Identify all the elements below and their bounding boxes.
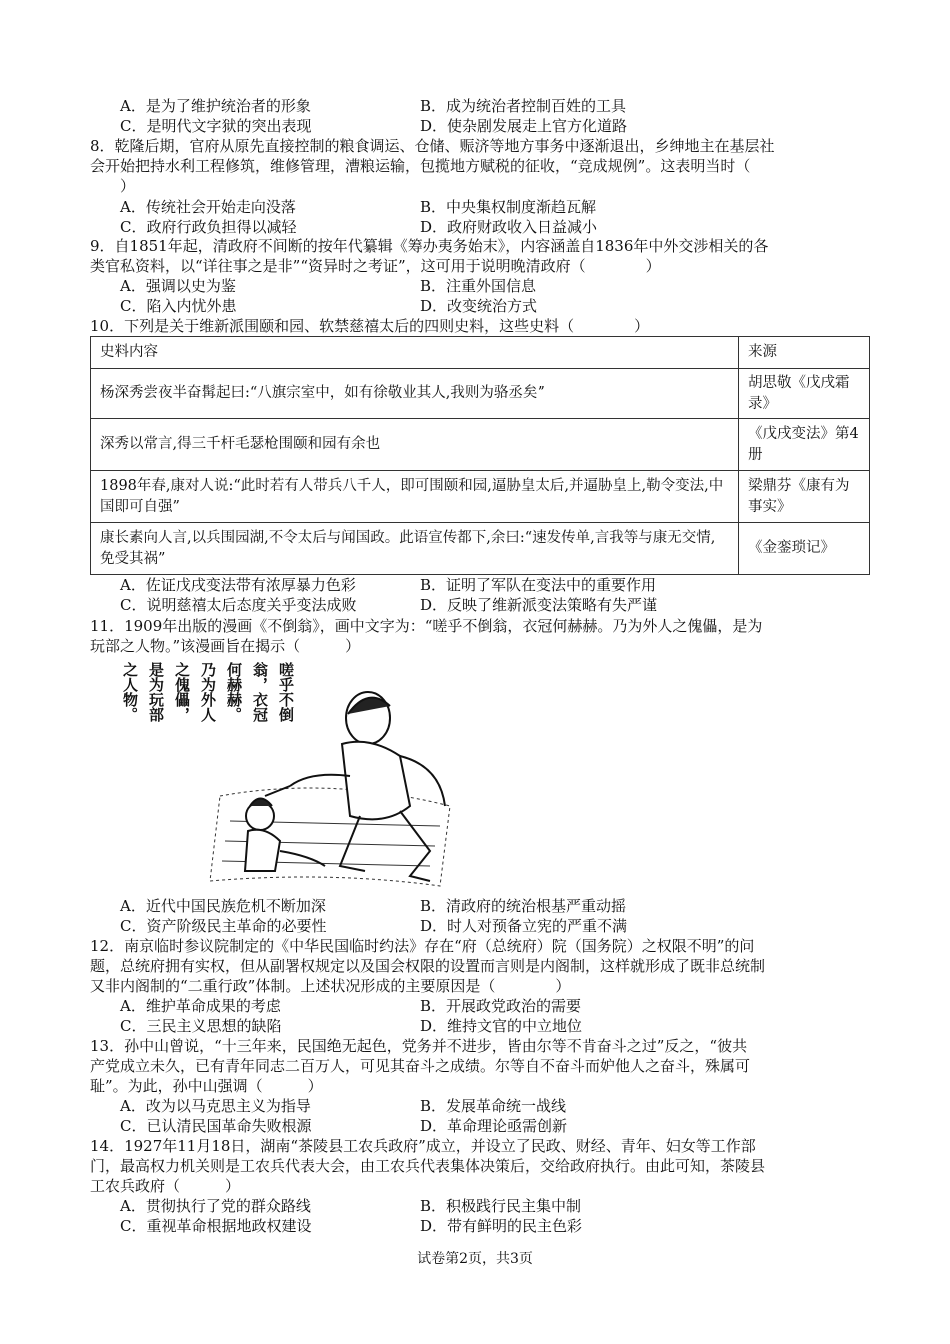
cartoon-text-col: 乃为外人	[199, 662, 217, 722]
q9-option-c: C．陷入内忧外患	[120, 297, 237, 315]
q12-option-d: D．维持文官的中立地位	[420, 1017, 583, 1035]
q7-option-d: D．使杂剧发展走上官方化道路	[420, 117, 628, 135]
table-row	[91, 419, 870, 471]
q12-option-b: B．开展政党政治的需要	[420, 997, 582, 1015]
q14-option-d: D．带有鲜明的民主色彩	[420, 1217, 583, 1235]
q14-stem-line3: 工农兵政府（ ）	[90, 1177, 241, 1195]
table-cell-source: 胡思敬《戊戌霜录》	[739, 369, 870, 419]
table-cell-content: 1898年春,康对人说:“此时若有人带兵八千人，即可围颐和园,逼胁皇太后,并逼胁皇上,勒令变法,中国即可自强”	[91, 471, 739, 523]
q11-stem-line2: 玩部之人物。”该漫画旨在揭示（ ）	[90, 637, 361, 655]
cartoon-text-col: 之人物。	[121, 662, 139, 722]
q11-option-d: D．时人对预备立宪的严重不满	[420, 917, 628, 935]
q13-stem-line3: 耻”。为此，孙中山强调（ ）	[90, 1077, 323, 1095]
q8-stem-line2: 会开始把持水利工程修筑，维修管理，漕粮运输，包揽地方赋税的征收，“竞成规例”。这表明当时（	[90, 157, 751, 175]
q12-stem-line3: 又非内阁制的“二重行政”体制。上述状况形成的主要原因是（ ）	[90, 977, 571, 995]
table-row	[91, 471, 870, 523]
cartoon-drawing	[110, 656, 470, 896]
q11-option-b: B．清政府的统治根基严重动摇	[420, 897, 627, 915]
q9-option-d: D．改变统治方式	[420, 297, 538, 315]
table-header-row	[91, 337, 870, 369]
q9-option-a: A．强调以史为鉴	[120, 277, 236, 295]
q10-option-a: A．佐证戊戌变法带有浓厚暴力色彩	[120, 576, 356, 594]
q8-option-a: A．传统社会开始走向没落	[120, 198, 296, 216]
q8-option-b: B．中央集权制度渐趋瓦解	[420, 198, 597, 216]
q13-stem-line1: 13．孙中山曾说，“十三年来，民国绝无起色，党务并不进步，皆由尔等不肯奋斗之过”反之，“彼共	[90, 1037, 748, 1055]
q9-stem-line1: 9．自1851年起，清政府不间断的按年代纂辑《筹办夷务始末》，内容涵盖自1836年中外交涉相关的各	[90, 237, 769, 255]
q14-stem-line1: 14．1927年11月18日，湖南“茶陵县工农兵政府”成立，并设立了民政、财经、青年、妇女等工作部	[90, 1137, 756, 1155]
table-cell-content: 杨深秀尝夜半奋髯起曰:“八旗宗室中，如有徐敬业其人,我则为骆丞矣ˮ	[91, 369, 739, 419]
q12-stem-line2: 题，总统府拥有实权，但从副署权规定以及国会权限的设置而言则是内阁制，这样就形成了既非总统制	[90, 957, 766, 975]
q9-option-b: B．注重外国信息	[420, 277, 537, 295]
table-cell-source: 《金銮琐记》	[739, 523, 870, 575]
cartoon-text-col: 是为玩部	[147, 662, 165, 722]
table-cell-content: 康长素向人言,以兵围园湖,不令太后与闻国政。此语宣传都下,余曰:“速发传单,言我等与康无交情,免受其祸”	[91, 523, 739, 575]
q14-stem-line2: 门，最高权力机关则是工农兵代表大会，由工农兵代表集体决策后，交给政府执行。由此可知，茶陵县	[90, 1157, 766, 1175]
q11-option-a: A．近代中国民族危机不断加深	[120, 897, 326, 915]
q8-stem-line1: 8．乾隆后期，官府从原先直接控制的粮食调运、仓储、赈济等地方事务中逐渐退出，乡绅地主在基层社	[90, 137, 775, 155]
budaoweng-cartoon	[110, 656, 470, 896]
table-header-content: 史料内容	[91, 337, 739, 369]
table-cell-source: 梁鼎芬《康有为事实》	[739, 471, 870, 523]
q13-option-b: B．发展革命统一战线	[420, 1097, 567, 1115]
q13-stem-line2: 产党成立未久，已有青年同志二百万人，可见其奋斗之成绩。尔等自不奋斗而妒他人之奋斗，殊属可	[90, 1057, 751, 1075]
cartoon-text-col: 嗟乎不倒	[277, 662, 295, 722]
q7-option-b: B．成为统治者控制百姓的工具	[420, 97, 627, 115]
q7-option-c: C．是明代文字狱的突出表现	[120, 117, 312, 135]
q8-stem-line3: ）	[120, 177, 136, 195]
q7-option-a: A．是为了维护统治者的形象	[120, 97, 311, 115]
q10-stem: 10．下列是关于维新派围颐和园、软禁慈禧太后的四则史料，这些史料（ ）	[90, 317, 650, 335]
cartoon-text-col: 之傀儡，	[173, 662, 191, 722]
q11-option-c: C．资产阶级民主革命的必要性	[120, 917, 327, 935]
q8-option-d: D．政府财政收入日益减小	[420, 218, 598, 236]
q10-option-b: B．证明了军队在变法中的重要作用	[420, 576, 657, 594]
table-cell-source: 《戊戌变法》第4册	[739, 419, 870, 471]
q11-stem-line1: 11．1909年出版的漫画《不倒翁》，画中文字为：“嗟乎不倒翁，衣冠何赫赫。乃为外人之傀儡，是为	[90, 617, 763, 635]
table-cell-content: 深秀以常言,得三千杆毛瑟枪围颐和园有余也	[91, 419, 739, 471]
q10-source-table	[90, 336, 870, 575]
q14-option-b: B．积极践行民主集中制	[420, 1197, 582, 1215]
cartoon-text-col: 何赫赫。	[225, 662, 243, 722]
q12-stem-line1: 12．南京临时参议院制定的《中华民国临时约法》存在“府（总统府）院（国务院）之权限不明”的问	[90, 937, 755, 955]
table-row	[91, 523, 870, 575]
q13-option-c: C．已认清民国革命失败根源	[120, 1117, 312, 1135]
q8-option-c: C．政府行政负担得以减轻	[120, 218, 297, 236]
table-row	[91, 369, 870, 419]
q13-option-d: D．革命理论亟需创新	[420, 1117, 568, 1135]
cartoon-text-col: 翁，衣冠	[251, 662, 269, 722]
q14-option-c: C．重视革命根据地政权建设	[120, 1217, 312, 1235]
q14-option-a: A．贯彻执行了党的群众路线	[120, 1197, 311, 1215]
q9-stem-line2: 类官私资料，以“详往事之是非”“资异时之考证”，这可用于说明晚清政府（ ）	[90, 257, 661, 275]
doll-figure	[245, 799, 325, 872]
q10-option-d: D．反映了维新派变法策略有失严谨	[420, 596, 658, 614]
q13-option-a: A．改为以马克思主义为指导	[120, 1097, 311, 1115]
page-footer: 试卷第2页，共3页	[417, 1251, 533, 1267]
q12-option-c: C．三民主义思想的缺陷	[120, 1017, 282, 1035]
q12-option-a: A．维护革命成果的考虑	[120, 997, 281, 1015]
table-header-source: 来源	[739, 337, 870, 369]
q10-option-c: C．说明慈禧太后态度关乎变法成败	[120, 596, 357, 614]
